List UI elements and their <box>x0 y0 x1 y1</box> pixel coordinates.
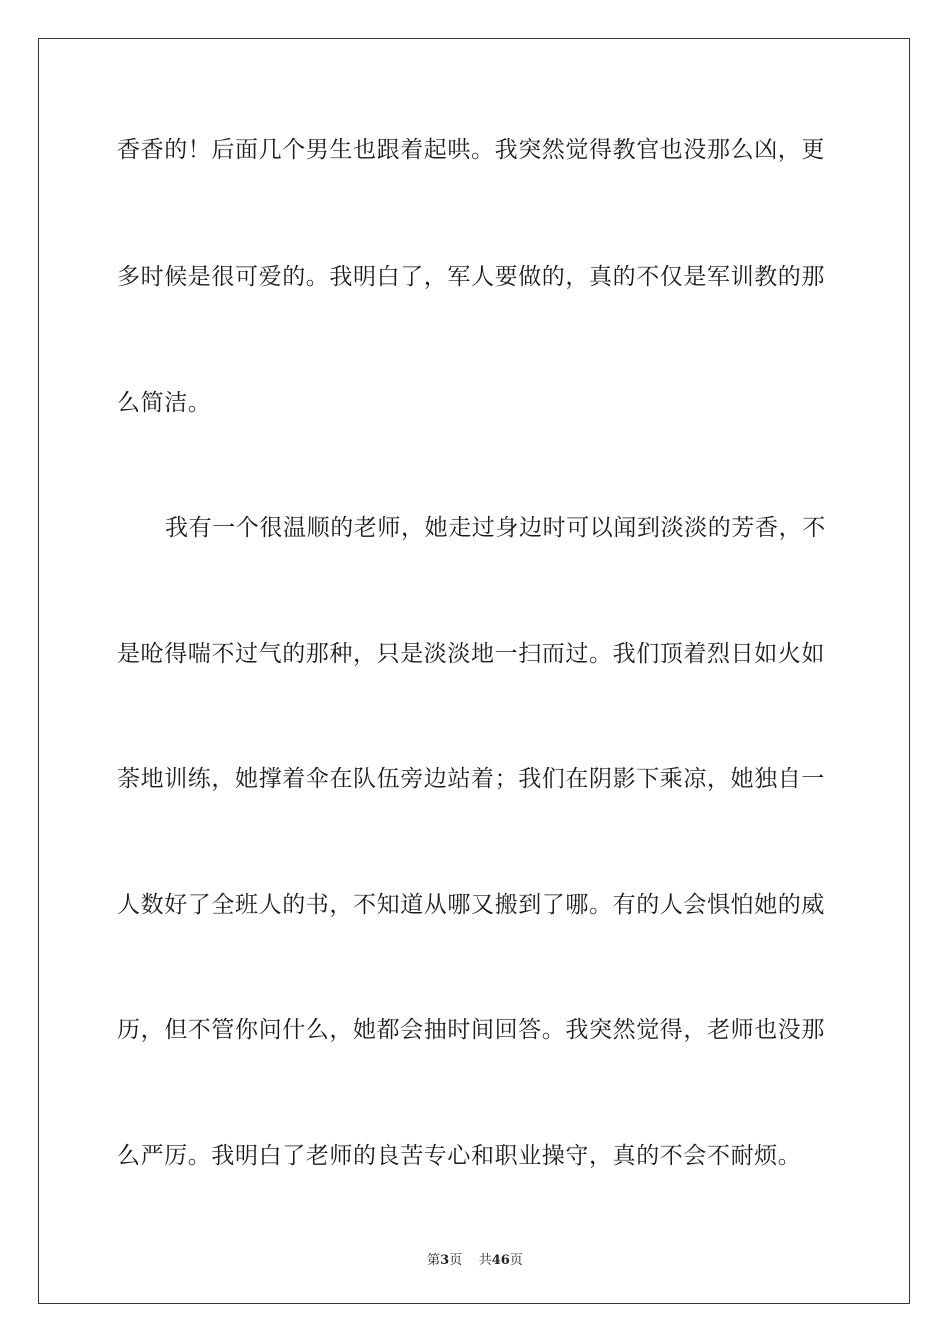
text-line: 荼地训练，她撑着伞在队伍旁边站着；我们在阴影下乘凉，她独自一 <box>117 766 825 792</box>
page-border <box>38 38 910 1304</box>
page-suffix: 页 <box>449 1253 463 1268</box>
text-line: 么严厉。我明白了老师的良苦专心和职业操守，真的不会不耐烦。 <box>117 1143 802 1169</box>
total-prefix: 共 <box>478 1253 492 1268</box>
text-line: 人数好了全班人的书，不知道从哪又搬到了哪。有的人会惧怕她的威 <box>117 892 825 918</box>
text-line: 香香的！后面几个男生也跟着起哄。我突然觉得教官也没那么凶，更 <box>117 137 825 163</box>
text-line: 历，但不管你问什么，她都会抽时间回答。我突然觉得，老师也没那 <box>117 1017 825 1043</box>
total-pages: 46 <box>491 1253 510 1268</box>
paragraph-first-line: 我有一个很温顺的老师，她走过身边时可以闻到淡淡的芳香，不 <box>165 515 826 541</box>
text-line: 么简洁。 <box>117 390 212 416</box>
text-line: 多时候是很可爱的。我明白了，军人要做的，真的不仅是军训教的那 <box>117 264 825 290</box>
text-line: 是呛得喘不过气的那种，只是淡淡地一扫而过。我们顶着烈日如火如 <box>117 641 825 667</box>
page-footer <box>0 1249 950 1268</box>
page-prefix: 第 <box>427 1253 441 1268</box>
page-number: 3 <box>440 1253 450 1268</box>
total-suffix: 页 <box>509 1253 523 1268</box>
